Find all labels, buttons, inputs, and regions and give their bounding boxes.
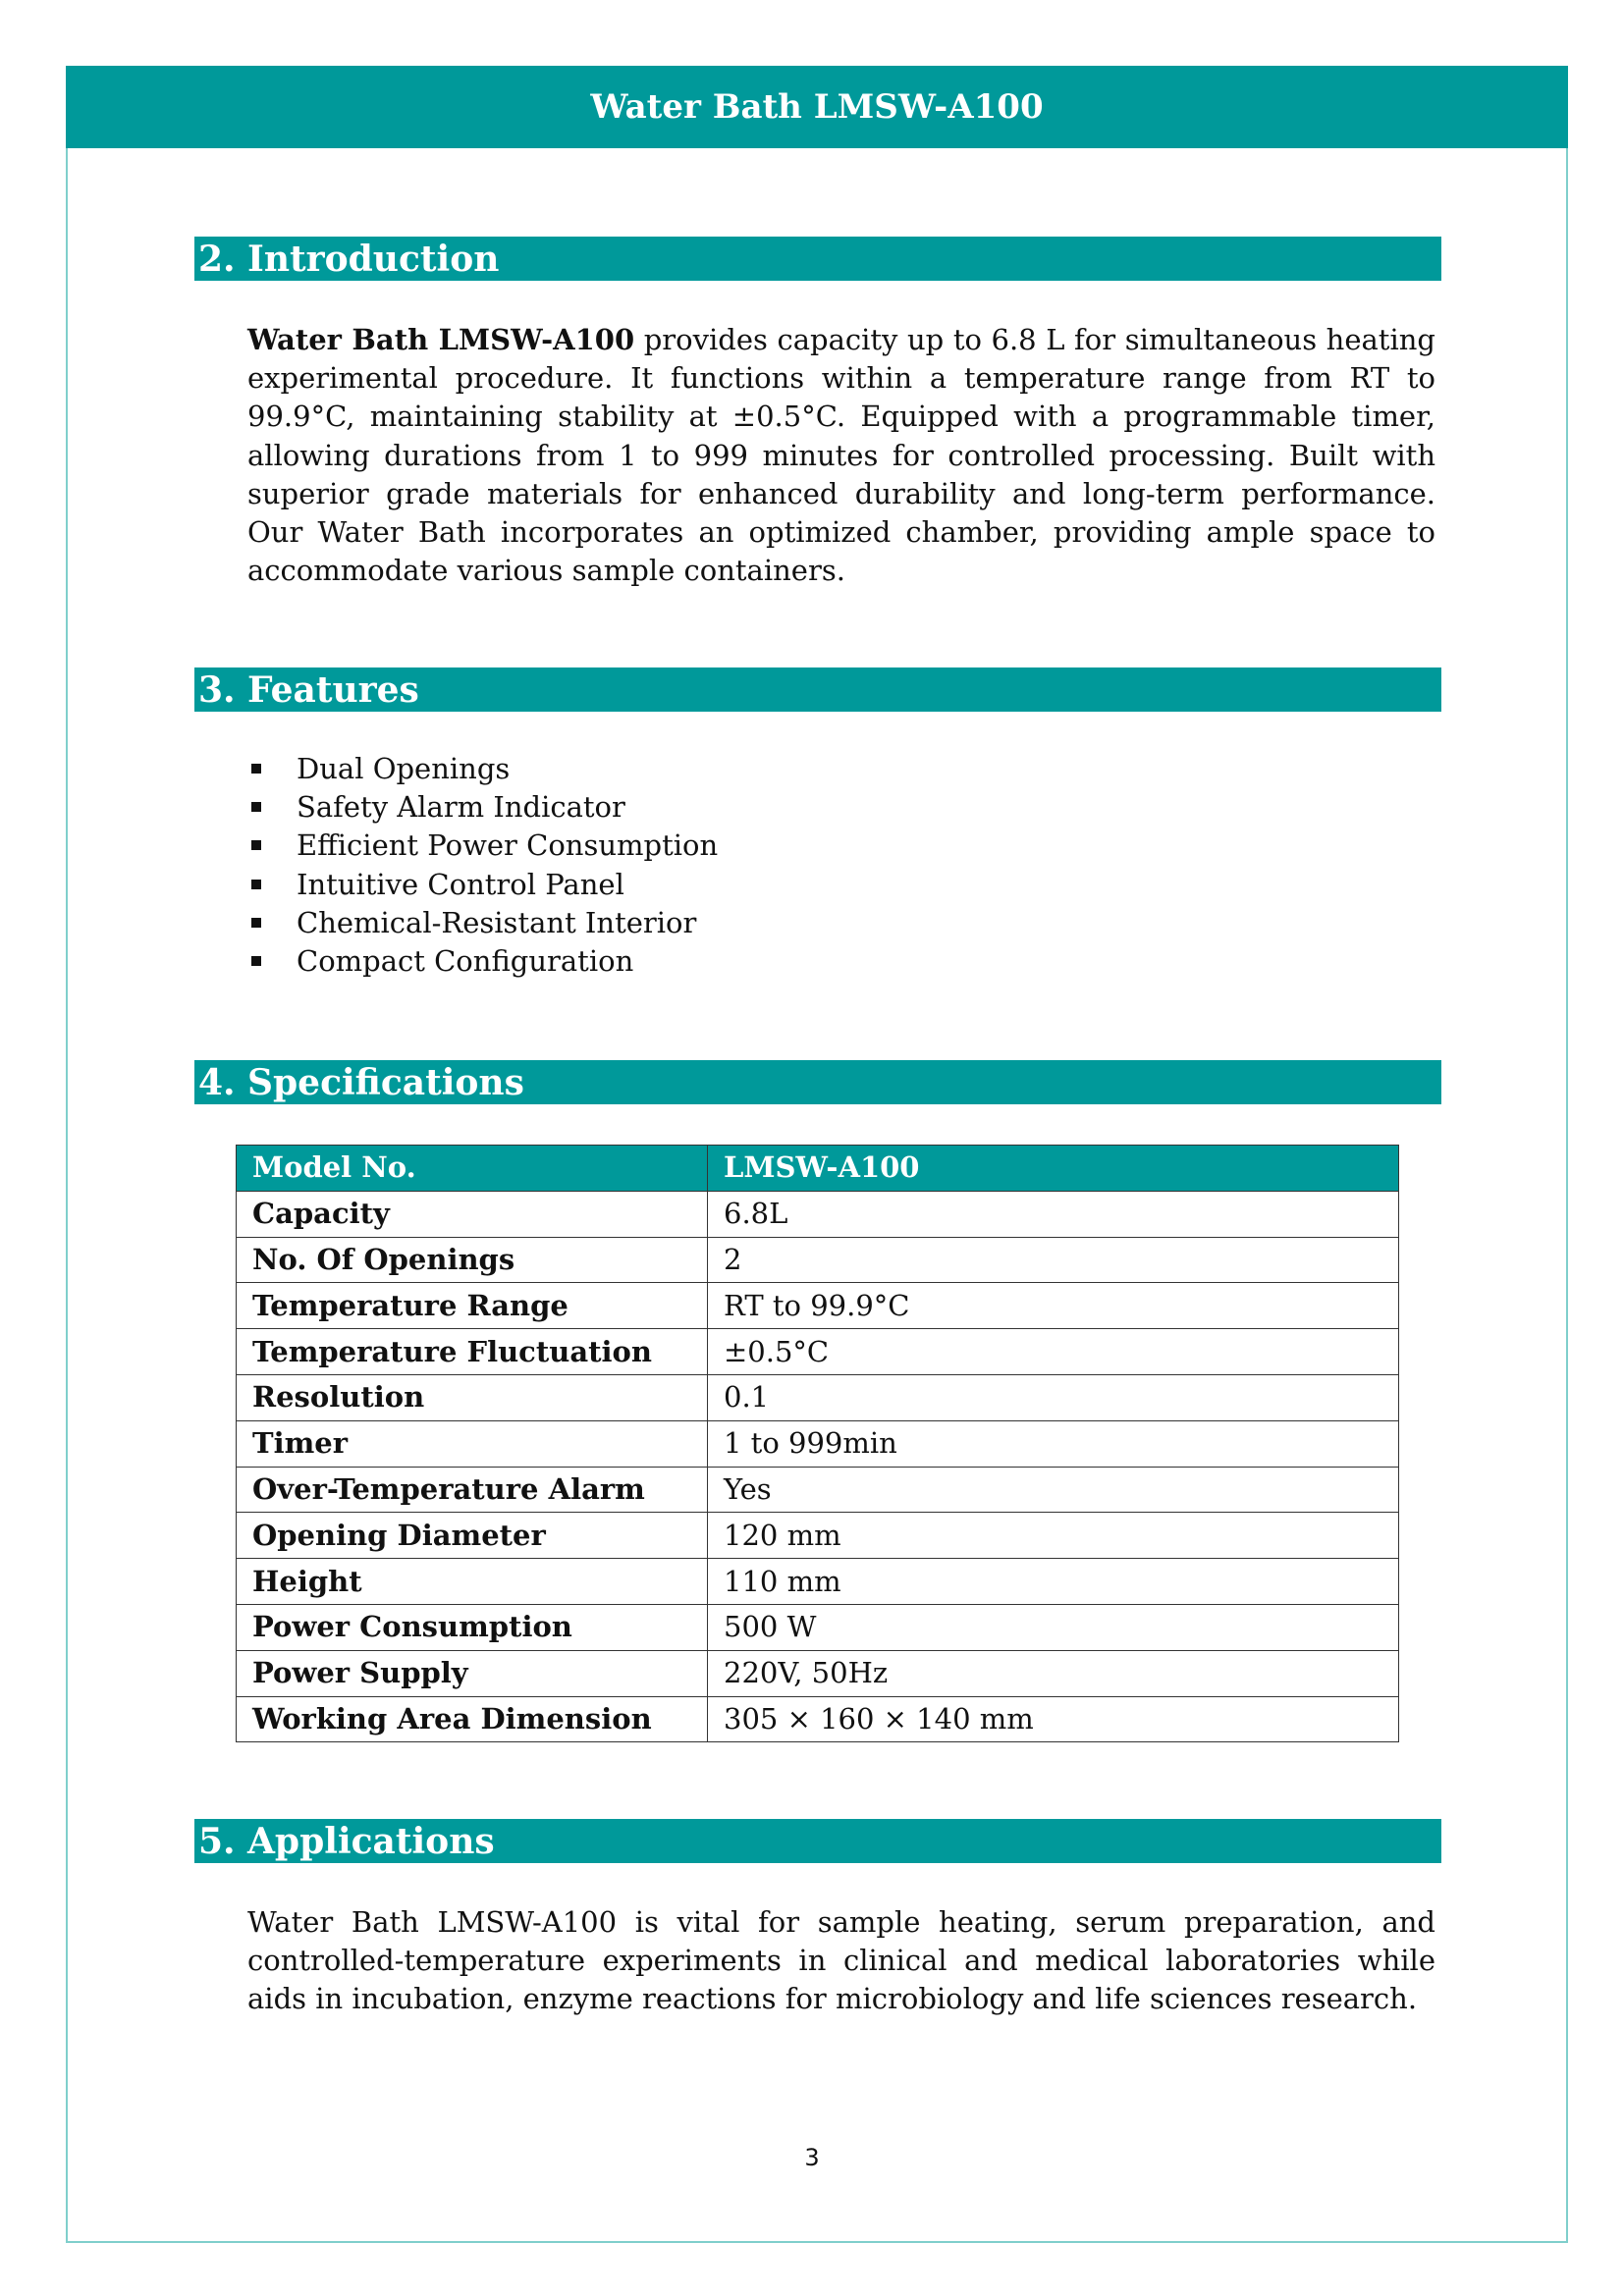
spec-key: Temperature Fluctuation	[237, 1329, 708, 1375]
list-item: Compact Configuration	[247, 942, 718, 981]
table-row	[237, 1696, 1399, 1742]
table-row	[237, 1374, 1399, 1420]
spec-key: Power Supply	[237, 1650, 708, 1696]
table-row	[237, 1329, 1399, 1375]
spec-key: Resolution	[237, 1374, 708, 1420]
spec-key: Over-Temperature Alarm	[237, 1467, 708, 1513]
applications-paragraph: Water Bath LMSW-A100 is vital for sample heating, serum preparation, and controlled-temperature experiments in clinical and medical laboratories while aids in incubation, enzyme reactions for microbiology and life sciences research.	[247, 1905, 1435, 2016]
spec-key: No. Of Openings	[237, 1237, 708, 1283]
table-row	[237, 1604, 1399, 1650]
section-number: 5.	[198, 1820, 236, 1862]
square-bullet-icon	[251, 802, 261, 812]
spec-value: 110 mm	[708, 1559, 1399, 1605]
section-title: Introduction	[247, 238, 500, 280]
section-heading-features	[194, 667, 1441, 712]
square-bullet-icon	[251, 956, 261, 966]
spec-key: Capacity	[237, 1191, 708, 1237]
list-item: Chemical-Resistant Interior	[247, 904, 718, 942]
section-title: Specifications	[247, 1061, 524, 1103]
section-number: 4.	[198, 1061, 236, 1103]
spec-value: 305 × 160 × 140 mm	[708, 1696, 1399, 1742]
introduction-paragraph	[247, 321, 1435, 590]
spec-value: 2	[708, 1237, 1399, 1283]
spec-value: 220V, 50Hz	[708, 1650, 1399, 1696]
spec-value: 500 W	[708, 1604, 1399, 1650]
table-row	[237, 1237, 1399, 1283]
section-title: Features	[247, 668, 419, 711]
spec-value: 120 mm	[708, 1513, 1399, 1559]
spec-value: RT to 99.9°C	[708, 1283, 1399, 1329]
table-header-value: LMSW-A100	[708, 1146, 1399, 1192]
spec-value: 1 to 999min	[708, 1420, 1399, 1467]
spec-value: 0.1	[708, 1374, 1399, 1420]
spec-key: Opening Diameter	[237, 1513, 708, 1559]
spec-value: Yes	[708, 1467, 1399, 1513]
list-item: Dual Openings	[247, 750, 718, 788]
list-item: Efficient Power Consumption	[247, 827, 718, 865]
section-number: 2.	[198, 238, 236, 280]
page-number: 3	[804, 2144, 820, 2171]
section-heading-specifications	[194, 1060, 1441, 1104]
table-header-key: Model No.	[237, 1146, 708, 1192]
spec-value: ±0.5°C	[708, 1329, 1399, 1375]
spec-key: Height	[237, 1559, 708, 1605]
spec-key: Timer	[237, 1420, 708, 1467]
table-row	[237, 1650, 1399, 1696]
table-row	[237, 1513, 1399, 1559]
section-title: Applications	[247, 1820, 495, 1862]
square-bullet-icon	[251, 880, 261, 889]
document-title-banner	[66, 66, 1568, 148]
list-item: Intuitive Control Panel	[247, 866, 718, 904]
document-title: Water Bath LMSW-A100	[590, 87, 1044, 127]
table-row	[237, 1283, 1399, 1329]
section-heading-introduction	[194, 237, 1441, 281]
table-row	[237, 1420, 1399, 1467]
table-header-row	[237, 1146, 1399, 1192]
introduction-body: provides capacity up to 6.8 L for simultaneous heating experimental procedure. It functions within a temperature range from RT to 99.9°C, maintaining stability at ±0.5°C. Equipped with a programmable timer, allowing durations from 1 to 999 minutes for controlled processing. Built with superior grade materials for enhanced durability and long-term performance. Our Water Bath incorporates an optimized chamber, providing ample space to accommodate various sample containers.	[247, 323, 1435, 588]
specifications-table	[236, 1145, 1399, 1742]
spec-value: 6.8L	[708, 1191, 1399, 1237]
spec-key: Power Consumption	[237, 1604, 708, 1650]
section-heading-applications	[194, 1819, 1441, 1863]
square-bullet-icon	[251, 764, 261, 774]
list-item: Safety Alarm Indicator	[247, 788, 718, 827]
square-bullet-icon	[251, 918, 261, 928]
features-list	[247, 750, 718, 981]
introduction-lead: Water Bath LMSW-A100	[247, 323, 635, 356]
spec-key: Temperature Range	[237, 1283, 708, 1329]
table-row	[237, 1191, 1399, 1237]
spec-key: Working Area Dimension	[237, 1696, 708, 1742]
section-number: 3.	[198, 668, 236, 711]
table-row	[237, 1467, 1399, 1513]
square-bullet-icon	[251, 840, 261, 850]
table-row	[237, 1559, 1399, 1605]
